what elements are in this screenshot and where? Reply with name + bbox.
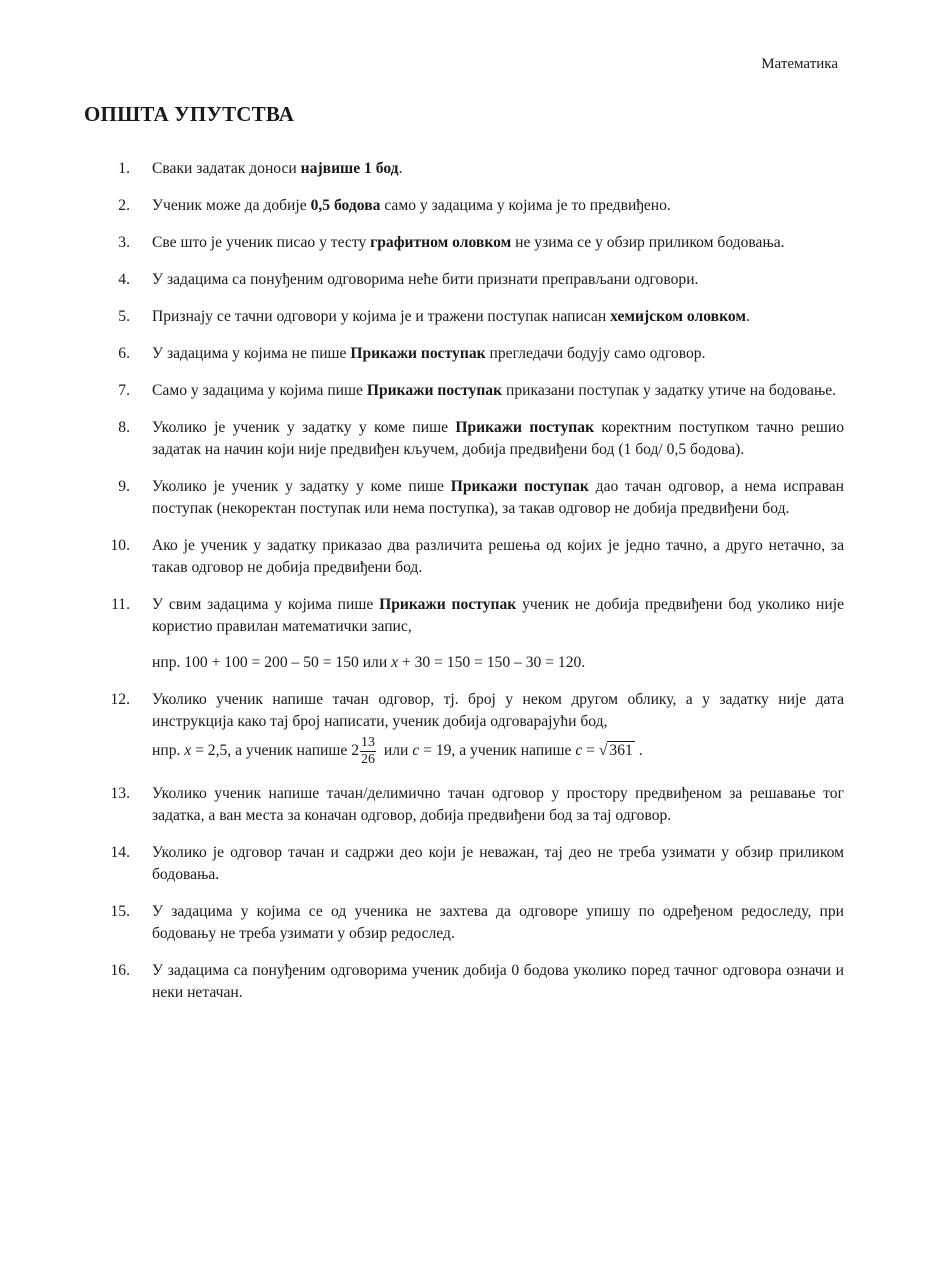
- list-item: [84, 960, 844, 1004]
- list-item: [84, 901, 844, 945]
- item-number: 2.: [118, 197, 130, 214]
- item-text: Сваки задатак доноси највише 1 бод.: [152, 160, 403, 177]
- list-item: [84, 842, 844, 886]
- item-number: 4.: [118, 271, 130, 288]
- item-number: 14.: [110, 844, 130, 861]
- list-item: [84, 158, 844, 180]
- list-item: [84, 689, 844, 768]
- document-subject-header: Математика: [761, 56, 838, 72]
- item-number: 5.: [118, 308, 130, 325]
- item-number: 12.: [110, 691, 130, 708]
- item-text: Ако је ученик у задатку приказао два различита решења од којих је једно тачно, а друго нетачно, за такав одговор не добија предвиђени бод.: [152, 537, 844, 576]
- item-number: 9.: [118, 478, 130, 495]
- list-item: [84, 269, 844, 291]
- list-item: [84, 195, 844, 217]
- list-item: [84, 535, 844, 579]
- item-number: 11.: [111, 596, 130, 613]
- item-text: У задацима са понуђеним одговорима ученик добија 0 бодова уколико поред тачног одговора означи и неки нетачан.: [152, 962, 844, 1001]
- item-text: Само у задацима у којима пише Прикажи поступак приказани поступак у задатку утиче на бодовање.: [152, 382, 837, 399]
- item-text: У задацима са понуђеним одговорима неће бити признати преправљани одговори.: [152, 271, 699, 288]
- item-number: 13.: [110, 785, 130, 802]
- list-item: [84, 380, 844, 402]
- list-item: [84, 343, 844, 365]
- list-item: [84, 417, 844, 461]
- item-text: Све што је ученик писао у тесту графитном оловком не узима се у обзир приликом бодовања.: [152, 234, 785, 251]
- item-number: 10.: [110, 537, 130, 554]
- page-title: ОПШТА УПУТСТВА: [84, 102, 295, 126]
- square-root: √ 361: [598, 742, 633, 760]
- item-text: Уколико ученик напише тачан одговор, тј. број у неком другом облику, а у задатку није дата инструкција како тај број написати, ученик добија одговарајући бод, нпр. x = 2,5, а ученик напише 2 $\frac{13}{26}$ или c = 19, а ученик напише c = √ 361 .: [152, 691, 844, 767]
- item-text: Ученик може да добије 0,5 бодова само у задацима у којима је то предвиђено.: [152, 197, 671, 214]
- item-number: 6.: [118, 345, 130, 362]
- item-number: 15.: [110, 903, 130, 920]
- item-number: 1.: [118, 160, 130, 177]
- item-text: Уколико је одговор тачан и садржи део који је неважан, тај део не треба узимати у обзир приликом бодовања.: [152, 844, 844, 883]
- item-text: У свим задацима у којима пише Прикажи поступак ученик не добија предвиђени бод уколико није користио правилан математички запис, нпр. 100 + 100 = 200 – 50 = 150 или x + 30 = 150 = 150 – 30 = 120.: [152, 594, 844, 674]
- list-item: [84, 476, 844, 520]
- item-text: Уколико је ученик у задатку у коме пише Прикажи поступак дао тачан одговор, а нема исправан поступак (некоректан поступак или нема поступка), за такав одговор не добија предвиђени бод.: [152, 478, 844, 517]
- item-text: Уколико је ученик у задатку у коме пише Прикажи поступак коректним поступком тачно решио задатак на начин који није предвиђен кључем, добија предвиђени бод (1 бод/ 0,5 бодова).: [152, 419, 844, 458]
- item-text: Уколико ученик напише тачан/делимично тачан одговор у простору предвиђеном за решавање тог задатка, а ван места за коначан одговор, добија предвиђени бод за тај одговор.: [152, 785, 844, 824]
- instructions-list: [84, 158, 844, 1019]
- list-item: [84, 783, 844, 827]
- list-item: [84, 306, 844, 328]
- item-text: Признају се тачни одговори у којима је и тражени поступак написан хемијском оловком.: [152, 308, 750, 325]
- list-item: [84, 594, 844, 674]
- item-number: 3.: [118, 234, 130, 251]
- fraction: $\frac{13}{26}$: [361, 735, 376, 767]
- item-number: 16.: [110, 962, 130, 979]
- math-example: нпр. 100 + 100 = 200 – 50 = 150 или x + 30 = 150 = 150 – 30 = 120.: [152, 654, 586, 671]
- item-number: 8.: [118, 419, 130, 436]
- item-number: 7.: [118, 382, 130, 399]
- item-text: У задацима у којима се од ученика не захтева да одговоре упишу по одређеном редоследу, при бодовању не треба узимати у обзир редослед.: [152, 903, 844, 942]
- list-item: [84, 232, 844, 254]
- math-example: нпр. x = 2,5, а ученик напише 2 $\frac{13}{26}$ или c = 19, а ученик напише c = √ 361 .: [152, 735, 643, 767]
- item-text: У задацима у којима не пише Прикажи поступак прегледачи бодују само одговор.: [152, 345, 706, 362]
